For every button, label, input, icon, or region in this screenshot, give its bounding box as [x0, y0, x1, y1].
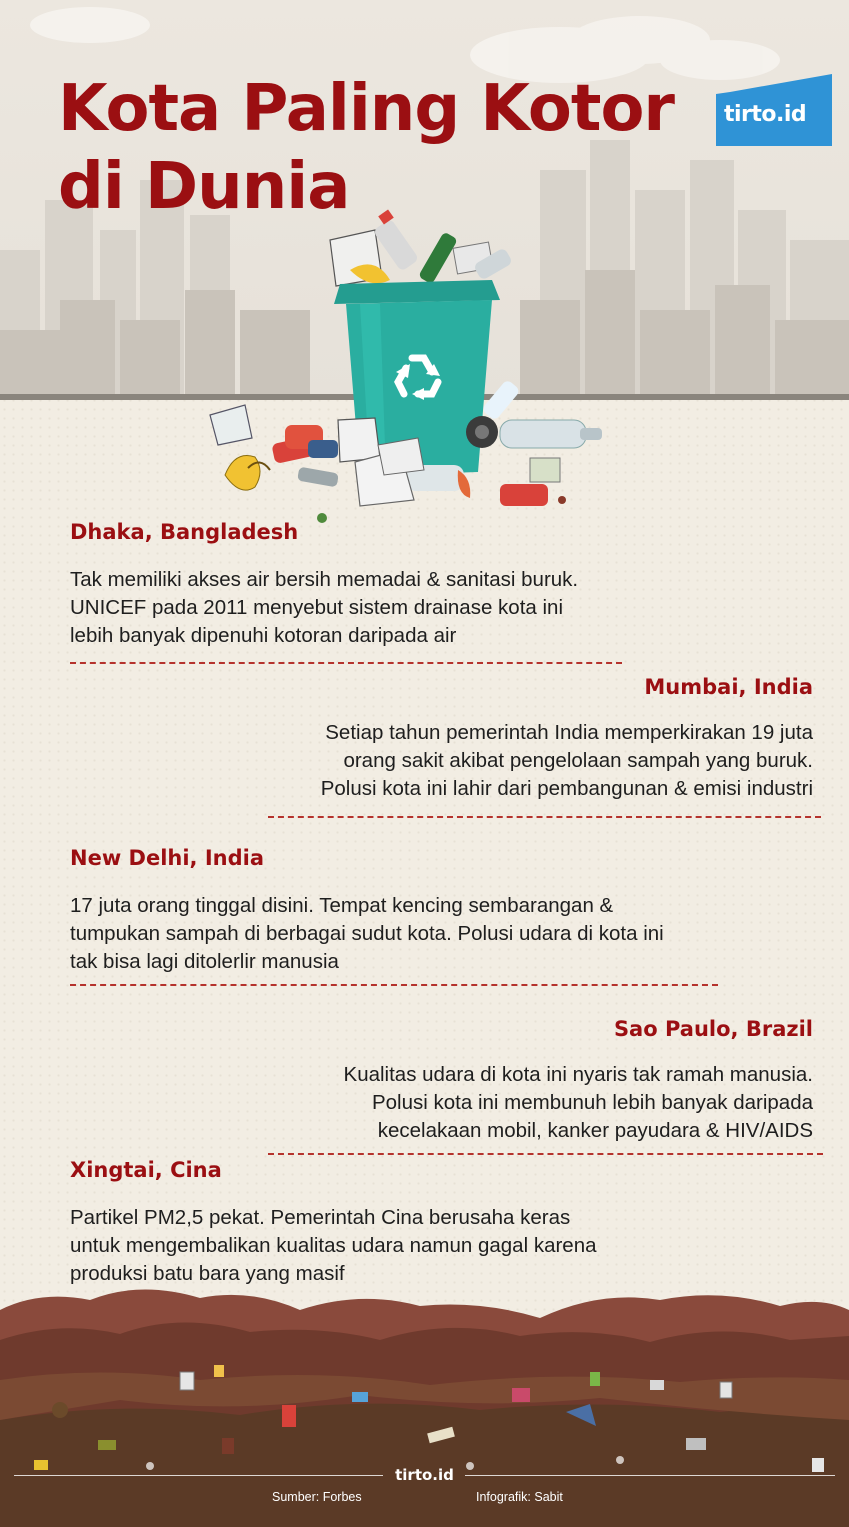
city-description	[321, 719, 813, 803]
city-entry-mumbai	[321, 675, 813, 803]
recycling-trash-bin-icon	[200, 200, 620, 530]
tirto-logo	[716, 74, 832, 146]
description-line: kecelakaan mobil, kanker payudara & HIV/AIDS	[377, 1119, 813, 1142]
description-line: 17 juta orang tinggal disini. Tempat kencing sembarangan &	[70, 894, 614, 917]
city-entry-new-delhi	[70, 846, 664, 976]
title-line-1: Kota Paling Kotor	[58, 72, 674, 146]
description-line: produksi batu bara yang masif	[70, 1262, 345, 1285]
section-divider	[268, 816, 821, 818]
city-description	[70, 892, 664, 976]
description-line: tumpukan sampah di berbagai sudut kota. Polusi udara di kota ini	[70, 922, 664, 945]
description-line: Polusi kota ini lahir dari pembangunan & emisi industri	[320, 777, 813, 800]
city-name: Mumbai, India	[644, 675, 813, 699]
city-entry-dhaka	[70, 520, 578, 650]
description-line: lebih banyak dipenuhi kotoran daripada air	[70, 624, 457, 647]
description-line: orang sakit akibat pengelolaan sampah yang buruk.	[343, 749, 813, 772]
city-description	[70, 566, 578, 650]
section-divider	[70, 662, 622, 664]
city-name: New Delhi, India	[70, 846, 265, 870]
source-credit: Sumber: Forbes	[272, 1490, 362, 1504]
city-name: Dhaka, Bangladesh	[70, 520, 299, 544]
description-line: Kualitas udara di kota ini nyaris tak ramah manusia.	[343, 1063, 813, 1086]
section-divider	[70, 984, 718, 986]
city-name: Sao Paulo, Brazil	[613, 1017, 813, 1041]
section-divider	[268, 1153, 823, 1155]
description-line: UNICEF pada 2011 menyebut sistem drainase kota ini	[70, 596, 564, 619]
description-line: Tak memiliki akses air bersih memadai & sanitasi buruk.	[70, 568, 579, 591]
city-name: Xingtai, Cina	[70, 1158, 222, 1182]
title-line-2: di Dunia	[58, 150, 350, 224]
infographic-credit: Infografik: Sabit	[476, 1490, 563, 1504]
city-description	[344, 1061, 813, 1145]
landfill-ground-illustration	[0, 1270, 849, 1527]
city-entry-sao-paulo	[344, 1017, 813, 1145]
description-line: Setiap tahun pemerintah India memperkirakan 19 juta	[325, 721, 813, 744]
city-entry-xingtai	[70, 1158, 597, 1288]
footer-tirto-logo: tirto.id	[395, 1466, 454, 1484]
tirto-logo-text: tirto.id	[724, 102, 807, 127]
description-line: tak bisa lagi ditolerlir manusia	[70, 950, 339, 973]
description-line: Partikel PM2,5 pekat. Pemerintah Cina berusaha keras	[70, 1206, 571, 1229]
description-line: untuk mengembalikan kualitas udara namun gagal karena	[70, 1234, 597, 1257]
description-line: Polusi kota ini membunuh lebih banyak daripada	[371, 1091, 813, 1114]
